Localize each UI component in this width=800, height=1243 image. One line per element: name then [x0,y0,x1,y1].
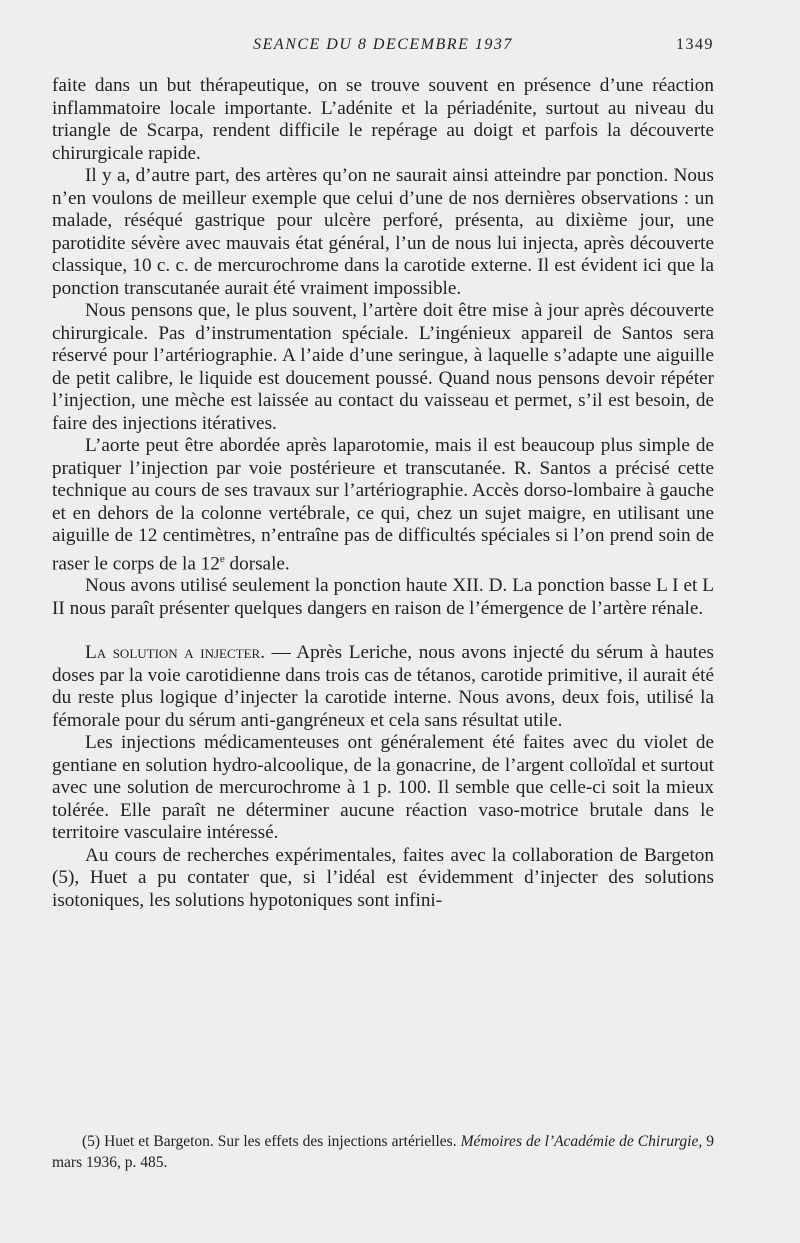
paragraph: Nous pensons que, le plus souvent, l’artère doit être mise à jour après découverte chirurgicale. Pas d’instrumentation spéciale. L’ingénieux appareil de Santos sera réservé pour l’artériographie. A l’aide d’une seringue, à laquelle s’adapte une aiguille de petit calibre, le liquide est doucement poussé. Quand nous pensons devoir répéter l’injection, une mèche est laissée au contact du vaisseau et permet, s’il est besoin, de faire des injections itératives. [52,300,714,434]
footnote-source: Mémoires de l’Académie de Chirurgie, [460,1133,703,1150]
paragraph-text: — Après Leriche, nous avons injecté du sérum à hautes doses par la voie carotidienne dans trois cas de tétanos, carotide primitive, il aurait été du reste plus logique d’injecter la carotide interne. Nous avons, deux fois, utilisé la fémorale pour du sérum anti-gangréneux et cela sans résultat utile. [52,642,714,731]
footnote-line [52,1131,714,1173]
running-header [52,36,714,58]
paragraph [52,642,714,732]
paragraph: Il y a, d’autre part, des artères qu’on ne saurait ainsi atteindre par ponction. Nous n’en voulons de meilleur exemple que celui d’une de nos dernières observations : un malade, réséqué gastrique pour ulcère perforé, présenta, au dixième jour, une parotidite sévère avec mauvais état général, l’un de nous lui injecta, après découverte classique, 10 c. c. de mercurochrome dans la carotide externe. Il est évident ici que la ponction transcutanée aurait été vraiment impossible. [52,165,714,299]
page-number: 1349 [676,36,714,53]
paragraph [52,435,714,575]
body-text [52,75,714,912]
superscript: e [219,552,225,565]
footnote-text: (5) Huet et Bargeton. Sur les effets des injections artérielles. [82,1133,461,1150]
spacer [52,620,714,642]
footnote-date: 9 mars 1936, p. 485. [52,1133,714,1171]
paragraph: faite dans un but thérapeutique, on se trouve souvent en présence d’une réaction inflammatoire locale importante. L’adénite et la périadénite, surtout au niveau du triangle de Scarpa, rendent difficile le repérage au doigt et parfois la découverte chirurgicale rapide. [52,75,714,164]
paragraph-text: dorsale. [224,552,290,574]
paragraph: Nous avons utilisé seulement la ponction haute XII. D. La ponction basse L I et L II nous paraît présenter quelques dangers en raison de l’émergence de l’artère rénale. [52,575,714,619]
section-heading: La solution a injecter. [85,642,265,664]
paragraph-text: L’aorte peut être abordée après laparotomie, mais il est beaucoup plus simple de pratiquer l’injection par voie postérieure et transcutanée. R. Santos a précisé cette technique au cours de ses travaux sur l’artériographie. Accès dorso-lombaire à gauche et en dehors de la colonne vertébrale, ce qui, chez un sujet maigre, en utilisant une aiguille de 12 centimètres, n’entraîne pas de difficultés spéciales si l’on prend soin de raser le corps de la 12 [52,435,714,574]
footnote [52,1131,714,1173]
paragraph: Les injections médicamenteuses ont généralement été faites avec du violet de gentiane en solution hydro-alcoolique, de la gonacrine, de l’argent colloïdal et surtout avec une solution de mercurochrome à 1 p. 100. Il semble que celle-ci soit la mieux tolérée. Elle paraît ne déterminer aucune réaction vaso-motrice brutale dans le territoire vasculaire intéressé. [52,732,714,844]
paragraph: Au cours de recherches expérimentales, faites avec la collaboration de Bargeton (5), Huet a pu contater que, si l’idéal est évidemment d’injecter des solutions isotoniques, les solutions hypotoniques sont infini- [52,844,714,911]
running-title: SEANCE DU 8 DECEMBRE 1937 [253,36,513,53]
